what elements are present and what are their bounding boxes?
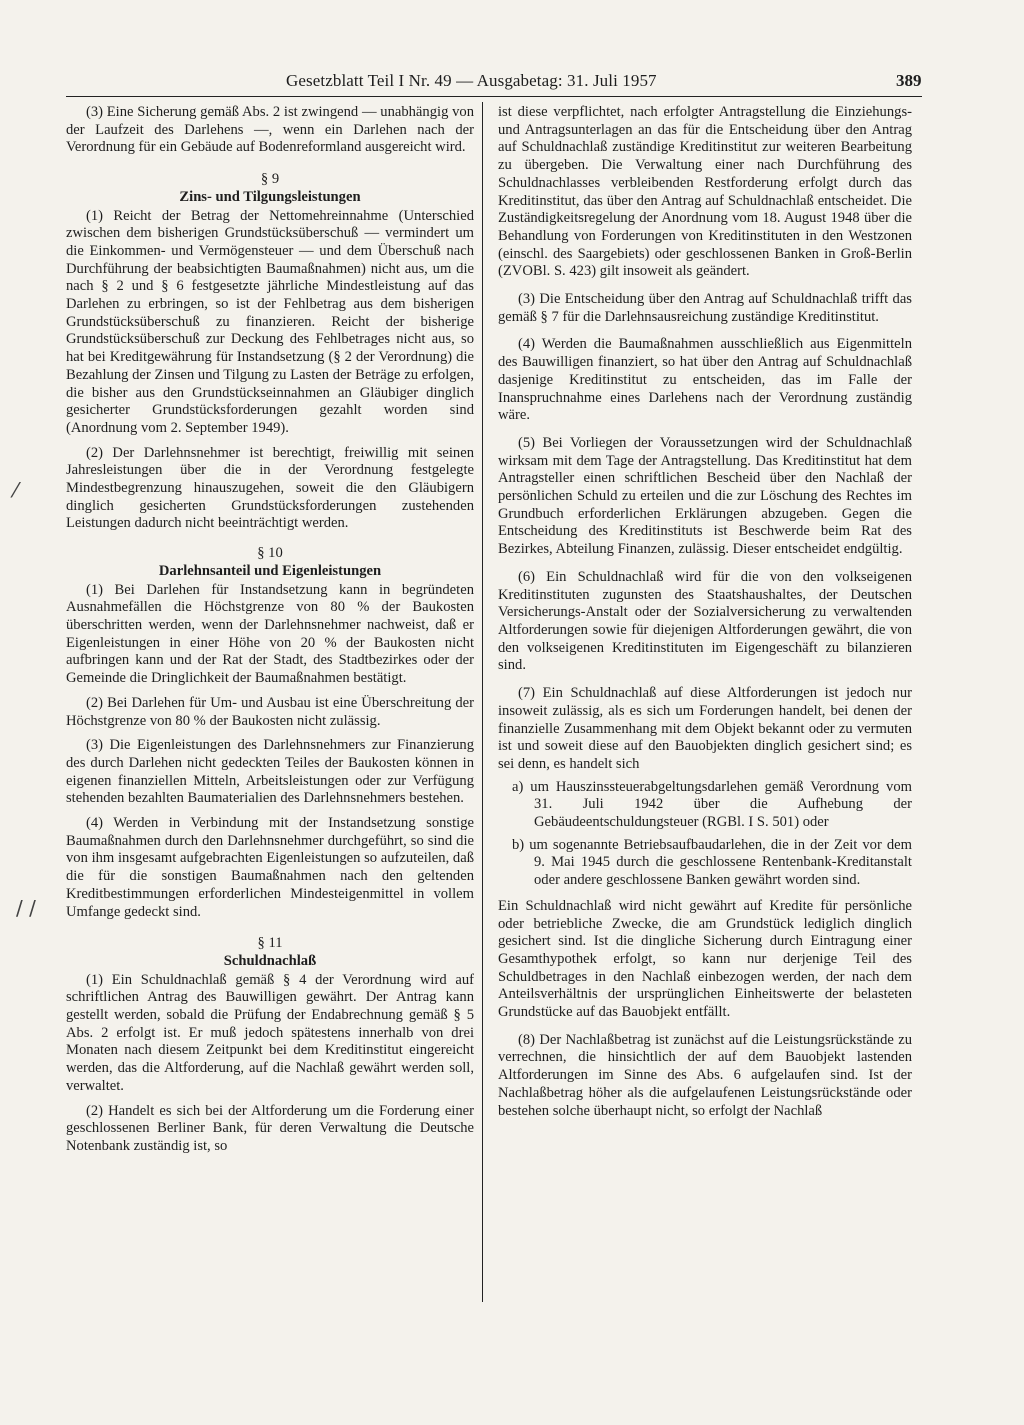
section-9	[66, 171, 474, 533]
list-item-b: b) um sogenannte Betriebsaufbaudarlehen, die in der Zeit vor dem 9. Mai 1945 durch die geschlossene Rentenbank-Kreditanstalt oder andere geschlossene Banken gewährt worden sind.	[512, 836, 912, 889]
margin-tick-mark-2: / /	[16, 896, 36, 920]
page-number: 389	[896, 71, 922, 90]
paragraph: (1) Reicht der Betrag der Nettomehreinnahme (Unterschied zwischen dem bisherigen Grundstücksüberschuß — vermindert um die Einkommen- und Vermögensteuer — und dem Überschuß nach Durchführung der beabsichtigten Baumaßnahmen) nicht aus, um die nach § 2 und § 6 festgesetzte jährliche Mindestleistung auf das Darlehen zu erbringen, so ist der Fehlbetrag aus dem bisherigen Grundstücksüberschuß zu finanzieren. Reicht der bisherige Grundstücksüberschuß zur Deckung des Fehlbetrages nicht aus, so hat bei Kreditgewährung für Instandsetzung (§ 2 der Verordnung) die Bezahlung der Zinsen und Tilgung zu Lasten der Beträge zu erfolgen, die bisher aus den Grundstückseinnahmen an Gläubiger dinglich gesicherter Grundstücksforderungen gezahlt worden sind (Anordnung vom 2. September 1949).	[66, 207, 474, 436]
paragraph: (8) Der Nachlaßbetrag ist zunächst auf die Leistungsrückstände zu verrechnen, die hinsichtlich der auf dem Bauobjekt lastenden Altforderungen im Sinne des Abs. 6 aufgelaufen sind. Ist der Nachlaßbetrag höher als die aufgelaufenen Leistungsrückstände oder bestehen solche überhaupt nicht, so erfolgt der Nachlaß	[498, 1031, 912, 1119]
section-title: Zins- und Tilgungsleistungen	[179, 188, 361, 205]
paragraph: (1) Ein Schuldnachlaß gemäß § 4 der Verordnung wird auf schriftlichen Antrag des Bauwilligen gewährt. Der Antrag kann gestellt werden, sobald die Prüfung der Endabrechnung gemäß § 5 Abs. 2 erfolgt ist. Er muß jedoch spätestens innerhalb von drei Monaten nach diesem Zeitpunkt bei dem Kreditinstitut eingereicht werden, das die Altforderung, auf die Nachlaß gewährt werden soll, verwaltet.	[66, 971, 474, 1094]
left-column	[66, 104, 474, 1156]
header-rule	[66, 96, 922, 97]
section-title: Darlehnsanteil und Eigenleistungen	[158, 562, 382, 579]
section-title: Schuldnachlaß	[223, 952, 317, 969]
paragraph: (2) Der Darlehnsnehmer ist berechtigt, freiwillig mit seinen Jahresleistungen über die in der Verordnung festgelegte Mindestbegrenzung hinauszugehen, soweit die den Gläubigern dinglich gesicherten Grundstücksforderungen zustehenden Leistungen dadurch nicht beeinträchtigt werden.	[66, 444, 474, 532]
section-number: § 11	[257, 935, 283, 952]
list-item-a: a) um Hauszinssteuerabgeltungsdarlehen gemäß Verordnung vom 31. Juli 1942 über die Aufhebung der Gebäudeentschuldungsteuer (RGBl. I S. 501) oder	[512, 778, 912, 831]
paragraph: Ein Schuldnachlaß wird nicht gewährt auf Kredite für persönliche oder betriebliche Zwecke, die am Grundstück lediglich dinglich gesichert sind. Ist die dingliche Sicherung durch Eintragung einer Gesamthypothek erfolgt, so kann nur derjenige Teil des Schuldbetrages in den Nachlaß einbezogen werden, der nach dem Anteilsverhältnis der ursprünglichen Einheitswerte der belasteten Grundstücke auf das Bauobjekt entfällt.	[498, 897, 912, 1021]
section-11	[66, 935, 474, 1155]
paragraph: (4) Werden in Verbindung mit der Instandsetzung sonstige Baumaßnahmen durch den Darlehnsnehmer durchgeführt, so sind die von ihm insgesamt aufgebrachten Eigenleistungen so aufzuteilen, daß die für die sonstigen Baumaßnahmen nach den geltenden Kreditbestimmungen erforderlichen Mindesteigenmittel in vollem Umfange gedeckt sind.	[66, 815, 474, 920]
right-column	[498, 104, 912, 1120]
running-head: Gesetzblatt Teil I Nr. 49 — Ausgabetag: 31. Juli 1957	[286, 71, 657, 90]
paragraph: ist diese verpflichtet, nach erfolgter Antragstellung die Einziehungs- und Antragsunterlagen an das für die Entscheidung über den Antrag auf Schuldnachlaß zuständige Kreditinstitut zur weiteren Bearbeitung zu übergeben. Die Verwaltung einer nach Durchführung des Schuldnachlasses verbleibenden Restforderung erfolgt durch das Kreditinstitut, das über den Antrag auf Schuldnachlaß entscheidet. Die Zuständigkeitsregelung der Anordnung vom 18. August 1948 über die Behandlung von Forderungen von Kreditinstituten in den Westzonen (einschl. des Saargebiets) oder geschlossenen Banken in Groß-Berlin (ZVOBl. S. 423) gilt insoweit als geändert.	[498, 104, 912, 280]
paragraph: (4) Werden die Baumaßnahmen ausschließlich aus Eigenmitteln des Bauwilligen finanziert, so hat über den Antrag auf Schuldnachlaß dasjenige Kreditinstitut zu entscheiden, das im Falle der Inanspruchnahme eines Darlehens nach der Verordnung zuständig wäre.	[498, 336, 912, 424]
section-10	[66, 545, 474, 921]
paragraph: (1) Bei Darlehen für Instandsetzung kann in begründeten Ausnahmefällen die Höchstgrenze von 80 % der Baukosten überschritten werden, wenn der Darlehnsnehmer nachweist, daß er Eigenleistungen in einer Höhe von 20 % der Baukosten nicht aufbringen kann und der Rat der Stadt, des Stadtbezirkes oder der Gemeinde die Dringlichkeit der Baumaßnahmen bestätigt.	[66, 581, 474, 687]
section-number: § 10	[257, 545, 283, 562]
margin-tick-mark: ⁄	[14, 478, 18, 502]
paragraph: (5) Bei Vorliegen der Voraussetzungen wird der Schuldnachlaß wirksam mit dem Tage der Antragstellung. Das Kreditinstitut hat dem Antragsteller einen schriftlichen Bescheid über den Nachlaß der persönlichen Schuld zu erteilen und die zur Löschung des Rechtes im Grundbuch erforderlichen Erklärungen abzugeben. Gegen die Entscheidung des Kreditinstituts ist Beschwerde beim Rat des Bezirkes, Abteilung Finanzen, zulässig. Dieser entscheidet endgültig.	[498, 434, 912, 558]
paragraph: (2) Handelt es sich bei der Altforderung um die Forderung einer geschlossenen Berliner Bank, für deren Verwaltung die Deutsche Notenbank zuständig ist, so	[66, 1102, 474, 1154]
paragraph: (3) Die Entscheidung über den Antrag auf Schuldnachlaß trifft das gemäß § 7 für die Darlehnsausreichung zuständige Kreditinstitut.	[498, 291, 912, 325]
section-number: § 9	[260, 171, 280, 188]
paragraph: (2) Bei Darlehen für Um- und Ausbau ist eine Überschreitung der Höchstgrenze von 80 % der Baukosten nicht zulässig.	[66, 694, 474, 729]
paragraph: (3) Die Eigenleistungen des Darlehnsnehmers zur Finanzierung des durch Darlehen nicht gedeckten Teiles der Baukosten können in eigenen finanziellen Mitteln, Arbeitsleistungen oder zur Verfügung stehenden bezahlten Baumaterialien des Darlehnsnehmers bestehen.	[66, 737, 474, 807]
column-divider	[482, 102, 483, 1302]
paragraph: (6) Ein Schuldnachlaß wird für die von den volkseigenen Kreditinstituten zugunsten des Staatshaushaltes, der Deutschen Versicherungs-Anstalt oder der Sozialversicherung zu verwaltenden Altforderungen sowie für diejenigen Altforderungen gewährt, die von den volkseigenen Kreditinstituten im Eigengeschäft zu bilanzieren sind.	[498, 568, 912, 674]
page-header	[0, 68, 1024, 98]
paragraph: (3) Eine Sicherung gemäß Abs. 2 ist zwingend — unabhängig von der Laufzeit des Darlehens —, wenn ein Darlehen nach der Verordnung für ein Gebäude auf Bodenreformland ausgereicht wird.	[66, 104, 474, 156]
paragraph: (7) Ein Schuldnachlaß auf diese Altforderungen ist jedoch nur insoweit zulässig, als es sich um Forderungen handelt, bei denen der finanzielle Zusammenhang mit dem Objekt bekannt oder zu vermuten ist und soweit diese auf den Bauobjekten dinglich gesichert sind; es sei denn, es handelt sich	[498, 685, 912, 772]
